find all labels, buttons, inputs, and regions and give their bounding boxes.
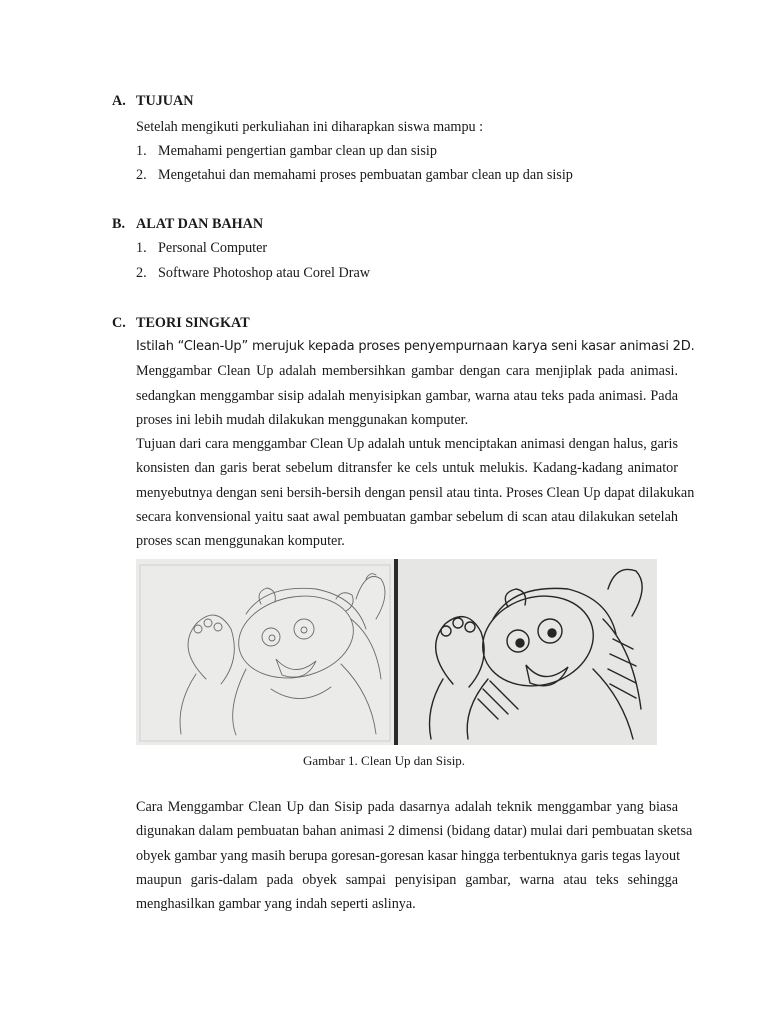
section-c-title: TEORI SINGKAT: [136, 315, 250, 331]
rough-sketch-image: [136, 559, 394, 745]
list-number: 1.: [136, 143, 147, 159]
paragraph-line: Tujuan dari cara menggambar Clean Up adalah untuk menciptakan animasi dengan halus, garis: [136, 436, 678, 452]
figure-caption: Gambar 1. Clean Up dan Sisip.: [302, 753, 466, 768]
paragraph-line: obyek gambar yang masih berupa goresan-goresan kasar hingga terbentuknya garis tegas layout: [136, 847, 681, 864]
section-b-item-1: [136, 240, 267, 257]
paragraph-line: konsisten dan garis berat sebelum ditransfer ke cels untuk melukis. Kadang-kadang animator: [136, 460, 678, 477]
figure-clean-up-sketches: [136, 559, 657, 745]
section-c-heading: [112, 315, 250, 332]
list-text: Personal Computer: [158, 240, 268, 256]
list-number: 2.: [136, 167, 147, 183]
paragraph-line: proses scan menggunakan komputer.: [136, 533, 345, 550]
list-text: Memahami pengertian gambar clean up dan sisip: [158, 143, 437, 159]
section-a-title: TUJUAN: [136, 93, 194, 109]
paragraph-line: secara konvensional yaitu saat awal pembuatan gambar sebelum di scan atau dilakukan setelah: [136, 508, 678, 525]
section-a-letter: A.: [112, 93, 126, 109]
paragraph-line: Istilah “Clean-Up” merujuk kepada proses penyempurnaan karya seni kasar animasi 2D.: [136, 339, 695, 354]
paragraph-line: sedangkan menggambar sisip adalah menyisipkan gambar, warna atau teks pada animasi. Pada: [136, 387, 678, 404]
list-number: 2.: [136, 265, 147, 281]
section-c-letter: C.: [112, 315, 126, 331]
paragraph-line: menghasilkan gambar yang indah seperti aslinya.: [136, 896, 416, 913]
section-a-intro: Setelah mengikuti perkuliahan ini diharapkan siswa mampu :: [136, 119, 484, 135]
list-number: 1.: [136, 240, 147, 256]
section-b-letter: B.: [112, 216, 126, 232]
section-b-heading: [112, 216, 263, 233]
list-text: Software Photoshop atau Corel Draw: [158, 265, 370, 281]
list-text: Mengetahui dan memahami proses pembuatan gambar clean up dan sisip: [158, 167, 573, 183]
paragraph-line: Menggambar Clean Up adalah membersihkan gambar dengan cara menjiplak pada animasi.: [136, 363, 678, 380]
clean-up-sketch-image: [398, 559, 657, 745]
section-a-heading: [112, 93, 194, 110]
section-a-item-1: [136, 143, 437, 160]
paragraph-line: Cara Menggambar Clean Up dan Sisip pada dasarnya adalah teknik menggambar yang biasa: [136, 799, 678, 815]
paragraph-line: maupun garis-dalam pada obyek sampai penyisipan gambar, warna atau teks sehingga: [136, 871, 678, 888]
paragraph-3: [136, 795, 693, 916]
paragraph-1: [136, 335, 695, 432]
paragraph-line: proses ini lebih mudah dilakukan menggunakan komputer.: [136, 411, 469, 428]
section-a-item-2: [136, 167, 573, 184]
paragraph-line: menyebutnya dengan seni bersih-bersih dengan pensil atau tinta. Proses Clean Up dapat dilakukan: [136, 484, 695, 501]
paragraph-2: [136, 432, 695, 553]
section-b-item-2: [136, 265, 370, 282]
section-b-title: ALAT DAN BAHAN: [136, 216, 264, 232]
paragraph-line: digunakan dalam pembuatan bahan animasi 2 dimensi (bidang datar) mulai dari pembuatan sketsa: [136, 823, 693, 840]
